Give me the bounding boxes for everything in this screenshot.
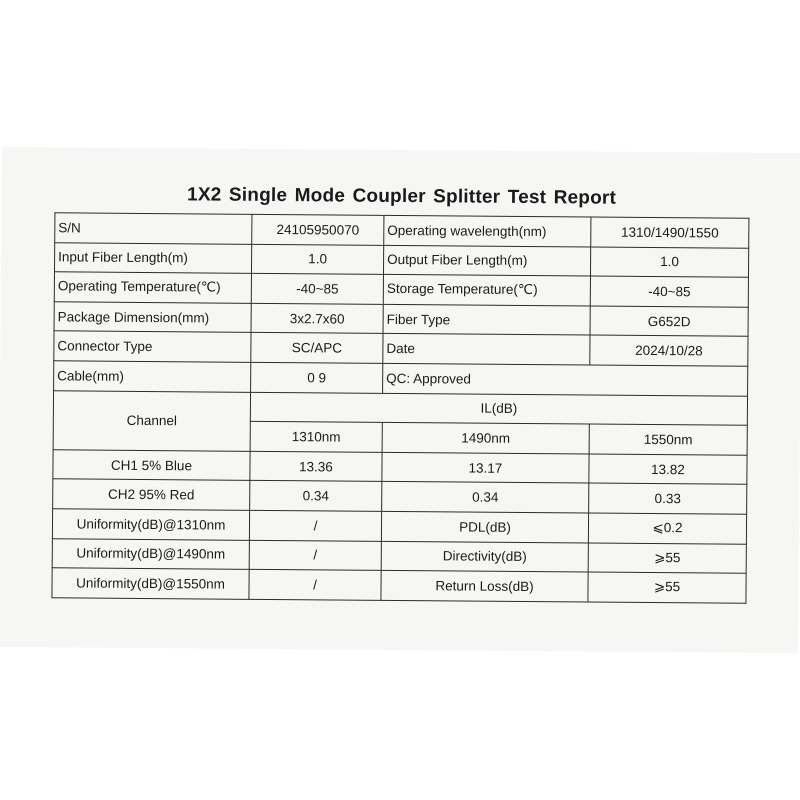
value-serial-number: 24105950070	[252, 214, 384, 245]
value-directivity: ⩾55	[588, 543, 746, 574]
ch1-il-1310: 13.36	[250, 451, 382, 482]
ch2-il-1310: 0.34	[250, 481, 382, 512]
label-storage-temperature: Storage Temperature(℃)	[383, 275, 590, 306]
ch1-il-1550: 13.82	[589, 454, 747, 485]
value-input-fiber-length: 1.0	[251, 244, 383, 275]
report-title: 1X2 Single Mode Coupler Splitter Test Report	[187, 184, 617, 209]
report-paper	[0, 147, 800, 653]
value-output-fiber-length: 1.0	[590, 247, 748, 278]
value-uniformity-1310: /	[249, 510, 381, 541]
label-input-fiber-length: Input Fiber Length(m)	[54, 242, 251, 273]
value-fiber-type: G652D	[590, 306, 748, 337]
ch2-il-1490: 0.34	[382, 482, 589, 513]
value-uniformity-1490: /	[249, 540, 381, 571]
value-cable: 0 9	[251, 362, 383, 393]
channel-ch2: CH2 95% Red	[53, 479, 250, 510]
value-operating-wavelength: 1310/1490/1550	[591, 217, 749, 248]
ch2-il-1550: 0.33	[589, 483, 747, 514]
label-uniformity-1310: Uniformity(dB)@1310nm	[52, 509, 249, 540]
ch1-il-1490: 13.17	[382, 452, 589, 483]
value-operating-temperature: -40~85	[251, 274, 383, 305]
il-header-row	[53, 390, 747, 425]
label-package-dimension: Package Dimension(mm)	[54, 302, 251, 333]
label-serial-number: S/N	[55, 213, 252, 244]
value-uniformity-1550: /	[249, 569, 381, 600]
label-operating-wavelength: Operating wavelength(nm)	[384, 215, 591, 246]
wavelength-1310-header: 1310nm	[250, 421, 382, 452]
label-cable: Cable(mm)	[54, 361, 251, 392]
channel-header: Channel	[53, 390, 250, 451]
value-connector-type: SC/APC	[251, 333, 383, 364]
label-date: Date	[383, 334, 590, 365]
wavelength-1550-header: 1550nm	[589, 424, 747, 455]
value-storage-temperature: -40~85	[590, 276, 748, 307]
label-uniformity-1490: Uniformity(dB)@1490nm	[52, 538, 249, 569]
label-operating-temperature: Operating Temperature(℃)	[54, 272, 251, 303]
label-directivity: Directivity(dB)	[381, 541, 588, 572]
il-header: IL(dB)	[250, 392, 747, 425]
value-package-dimension: 3x2.7x60	[251, 303, 383, 334]
label-connector-type: Connector Type	[54, 331, 251, 362]
wavelength-1490-header: 1490nm	[382, 423, 589, 454]
label-return-loss: Return Loss(dB)	[381, 570, 588, 601]
test-report-table	[51, 212, 749, 603]
value-return-loss: ⩾55	[588, 572, 746, 603]
label-uniformity-1550: Uniformity(dB)@1550nm	[52, 568, 249, 599]
value-date: 2024/10/28	[590, 335, 748, 366]
label-output-fiber-length: Output Fiber Length(m)	[383, 245, 590, 276]
label-pdl: PDL(dB)	[381, 511, 588, 542]
spec-row-uniformity-1550	[52, 568, 746, 603]
value-pdl: ⩽0.2	[588, 513, 746, 544]
channel-ch1: CH1 5% Blue	[53, 450, 250, 481]
qc-status: QC: Approved	[383, 363, 748, 395]
label-fiber-type: Fiber Type	[383, 304, 590, 335]
